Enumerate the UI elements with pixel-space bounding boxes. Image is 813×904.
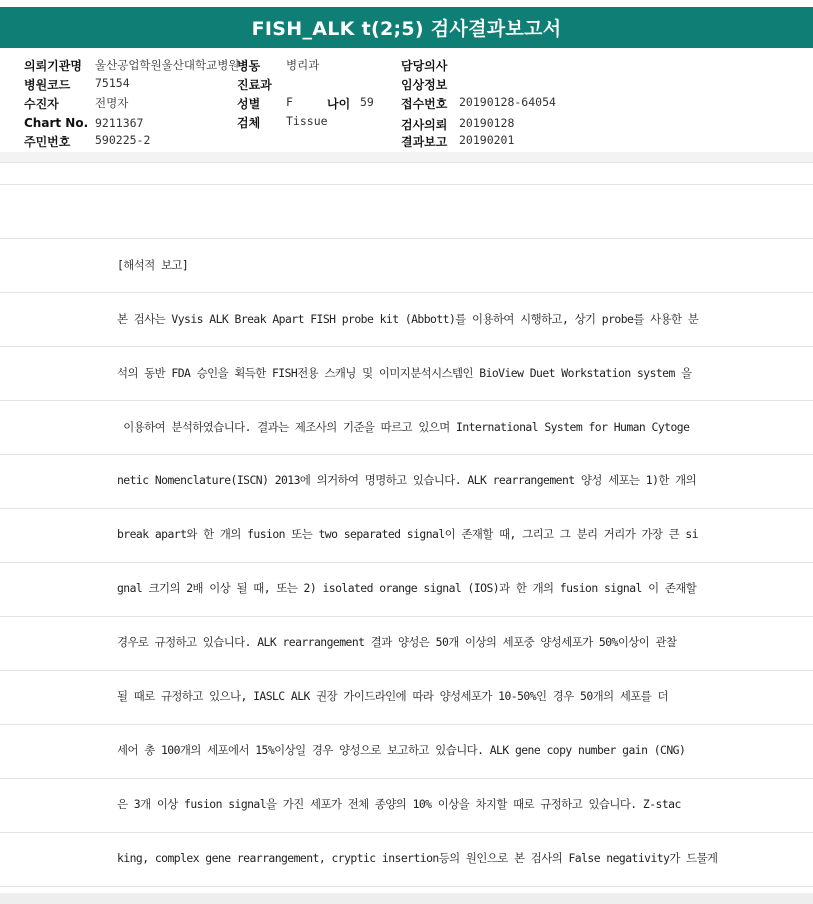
result-report-label: 결과보고 [401,135,448,149]
attending-physician-label: 담당의사 [401,59,448,73]
institution-value: 울산공업학원울산대학교병원 [95,58,240,72]
sex-value: F [286,95,293,109]
specimen-value: Tissue [286,114,328,128]
row-divider [0,724,813,725]
sex-label: 성별 [237,97,261,111]
report-line: king, complex gene rearrangement, cryptic insertion등의 원인으로 본 검사의 False negativity가 드물게 [117,851,718,865]
report-line: 세어 총 100개의 세포에서 15%이상일 경우 양성으로 보고하고 있습니다. ALK gene copy number gain (CNG) [117,743,686,757]
ward-value: 병리과 [286,58,320,72]
report-title-bar [0,7,813,48]
report-line: 경우로 규정하고 있습니다. ALK rearrangement 결과 양성은 50개 이상의 세포중 양성세포가 50%이상이 관찰 [117,635,677,649]
row-divider [0,184,813,185]
report-heading: [해석적 보고] [117,258,189,272]
row-divider [0,832,813,833]
row-divider [0,670,813,671]
patient-name-value: 전명자 [95,96,129,110]
chart-no-value: 9211367 [95,116,144,130]
report-line: 될 때로 규정하고 있으나, IASLC ALK 권장 가이드라인에 따라 양성세포가 10-50%인 경우 50개의 세포를 더 [117,689,668,703]
row-divider [0,508,813,509]
result-report-value: 20190201 [459,133,515,147]
ward-label: 병동 [237,59,261,73]
hospital-code-value: 75154 [95,76,130,90]
age-value: 59 [360,95,374,109]
age-label: 나이 [327,97,351,111]
row-divider [0,346,813,347]
institution-label: 의뢰기관명 [24,59,82,73]
patient-name-label: 수진자 [24,97,59,111]
row-divider [0,454,813,455]
department-label: 진료과 [237,78,272,92]
row-divider [0,238,813,239]
row-divider [0,292,813,293]
row-divider [0,400,813,401]
report-line: 본 검사는 Vysis ALK Break Apart FISH probe kit (Abbott)를 이용하여 시행하고, 상기 probe를 사용한 분 [117,312,699,326]
chart-no-label: Chart No. [24,116,89,130]
resident-no-label: 주민번호 [24,135,71,149]
section-separator [0,152,813,162]
report-line: break apart와 한 개의 fusion 또는 two separated signal이 존재할 때, 그리고 그 분리 거리가 가장 큰 si [117,527,699,541]
report-title: FISH_ALK t(2;5) 검사결과보고서 [251,18,562,40]
report-line: 은 3개 이상 fusion signal을 가진 세포가 전체 종양의 10% 이상을 차지할 때로 규정하고 있습니다. Z-stac [117,797,681,811]
row-divider [0,162,813,163]
report-line: gnal 크기의 2배 이상 될 때, 또는 2) isolated orange signal (IOS)과 한 개의 fusion signal 이 존재할 [117,581,697,595]
bottom-edge [0,893,813,904]
clinical-info-label: 임상정보 [401,78,448,92]
patient-info-panel [0,48,813,152]
hospital-code-label: 병원코드 [24,78,71,92]
receipt-no-label: 접수번호 [401,97,448,111]
resident-no-value: 590225-2 [95,133,151,147]
test-request-value: 20190128 [459,116,515,130]
report-line: netic Nomenclature(ISCN) 2013에 의거하여 명명하고 있습니다. ALK rearrangement 양성 세포는 1)한 개의 [117,473,697,487]
receipt-no-value: 20190128-64054 [459,95,556,109]
row-divider [0,886,813,887]
specimen-label: 검체 [237,116,261,130]
row-divider [0,778,813,779]
row-divider [0,616,813,617]
row-divider [0,562,813,563]
report-line: 이용하여 분석하였습니다. 결과는 제조사의 기준을 따르고 있으며 International System for Human Cytoge [117,420,690,434]
report-line: 석의 동반 FDA 승인을 획득한 FISH전용 스캐닝 및 이미지분석시스템인 BioView Duet Workstation system 을 [117,366,692,380]
test-request-label: 검사의뢰 [401,118,448,132]
